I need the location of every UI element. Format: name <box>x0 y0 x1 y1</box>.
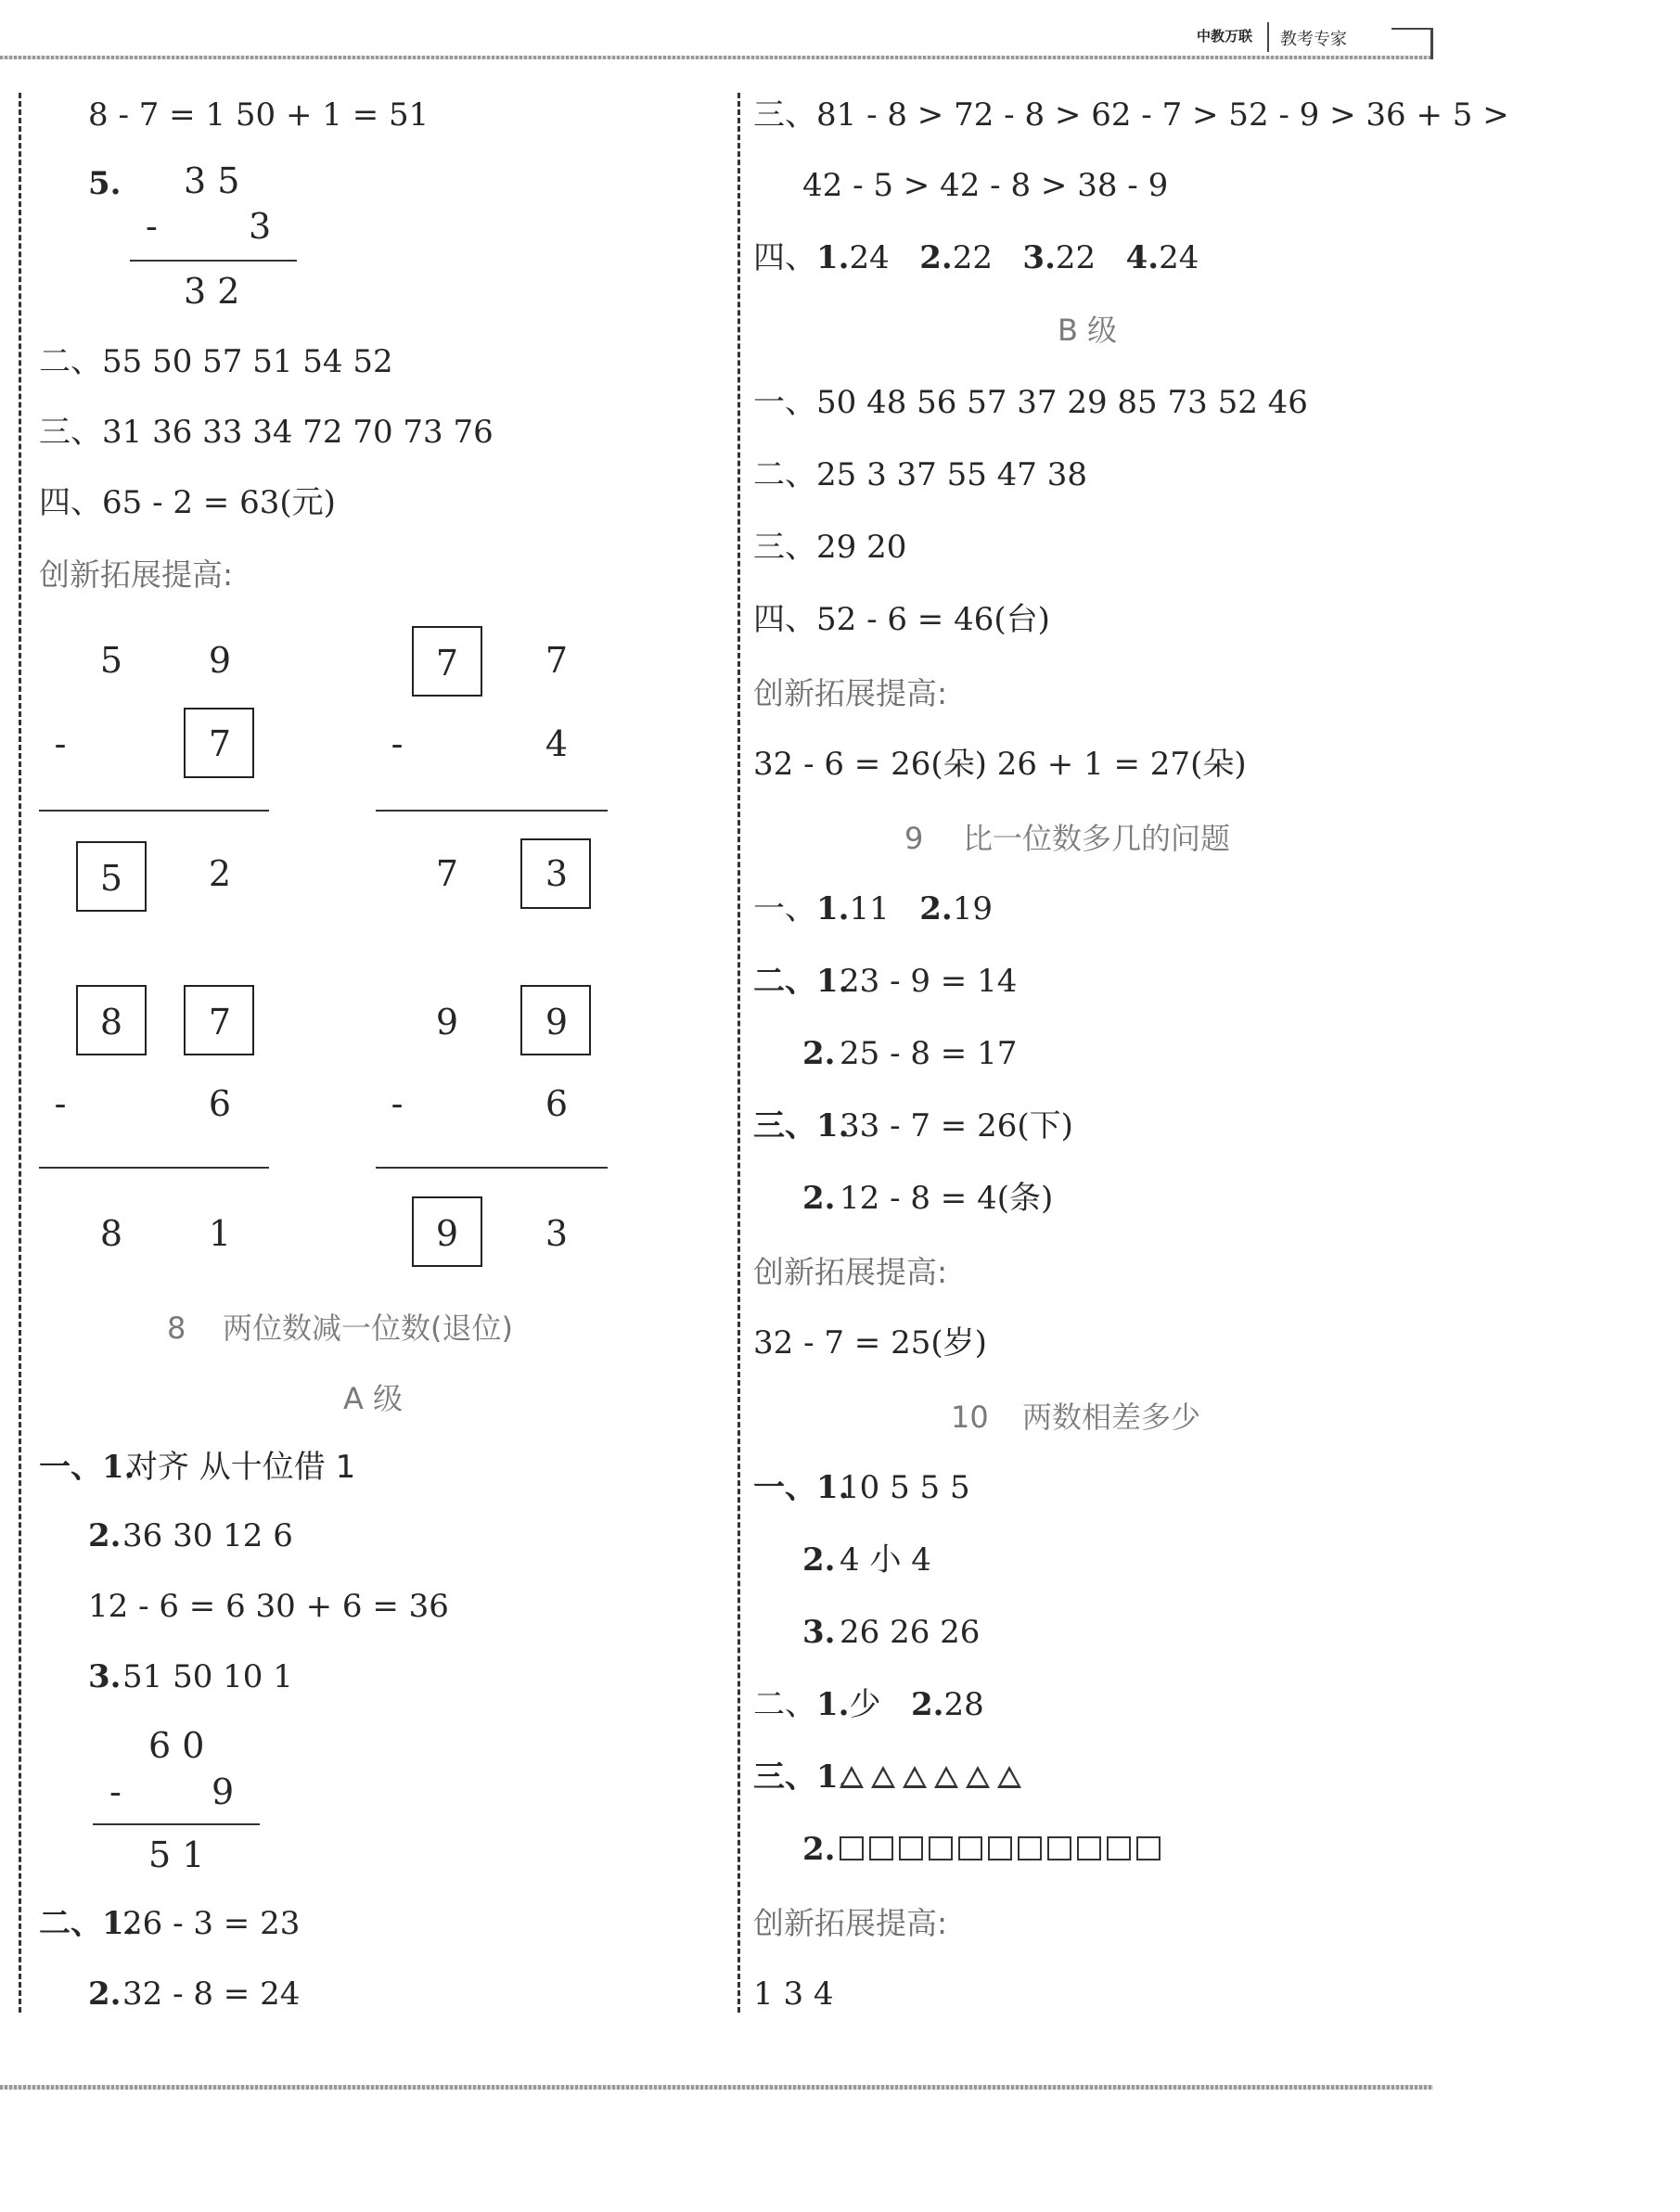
question-label: 3. <box>88 1658 122 1695</box>
answer-text: 26 26 26 <box>840 1614 981 1651</box>
question-label: 2. <box>802 1180 836 1217</box>
puzzle-digit: 9 <box>208 640 232 681</box>
question-number: 5. <box>88 165 122 202</box>
innovation-heading: 创新拓展提高: <box>753 1905 948 1941</box>
puzzle-digit: 6 <box>545 1083 569 1124</box>
vertical-top: 6 0 <box>148 1725 205 1766</box>
puzzle-digit: 1 <box>208 1213 232 1254</box>
answer-line: 三、81 - 8 > 72 - 8 > 62 - 7 > 52 - 9 > 36 + 5 > <box>753 96 1509 134</box>
vertical-rule <box>130 260 297 262</box>
header-title: 教考专家 <box>1280 30 1347 49</box>
section-number: 9 <box>904 821 924 856</box>
answer-text: 对齐 从十位借 1 <box>126 1449 356 1486</box>
answer-line: 32 - 7 = 25(岁) <box>753 1324 987 1362</box>
question-label: 3. <box>802 1614 836 1651</box>
puzzle-digit: 3 <box>545 853 569 894</box>
question-label: 3. <box>1022 239 1056 276</box>
answer-line <box>753 1686 984 1723</box>
question-label: 1. <box>816 890 850 927</box>
vertical-result: 3 2 <box>184 271 240 312</box>
vertical-rule <box>93 1823 260 1825</box>
square-icon <box>1136 1836 1161 1860</box>
center-column-divider <box>737 93 740 2013</box>
question-label: 一、1. <box>753 1469 850 1506</box>
answer-line: 1 3 4 <box>753 1975 834 2013</box>
square-icon <box>929 1836 953 1860</box>
puzzle-minus: - <box>391 1083 404 1124</box>
square-icon <box>958 1836 982 1860</box>
answer-text: 4 小 4 <box>840 1541 931 1579</box>
left-column-divider <box>19 93 21 2013</box>
vertical-sub: 3 <box>249 206 272 247</box>
puzzle-digit: 8 <box>99 1213 123 1254</box>
square-icon <box>840 1836 864 1860</box>
question-label: 1. <box>816 239 850 276</box>
answer-value: 22 <box>952 239 993 276</box>
triangle-icon <box>840 1766 864 1788</box>
vertical-minus: - <box>146 206 158 247</box>
section-number: 10 <box>951 1400 989 1435</box>
square-icon <box>1047 1836 1071 1860</box>
innovation-heading: 创新拓展提高: <box>753 675 948 711</box>
answer-value: 19 <box>952 890 993 927</box>
answer-text: 51 50 10 1 <box>122 1658 293 1695</box>
answer-value: 24 <box>849 239 890 276</box>
puzzle-rule <box>39 810 269 812</box>
puzzle-digit: 7 <box>435 853 459 894</box>
puzzle-digit: 7 <box>545 640 569 681</box>
question-label: 一、1. <box>39 1449 135 1486</box>
question-label: 二、1. <box>39 1905 135 1942</box>
puzzle-digit: 2 <box>208 853 232 894</box>
question-label: 2. <box>802 1035 836 1072</box>
header-bracket <box>1391 28 1433 59</box>
footer-rule <box>0 2085 1433 2090</box>
question-label: 2. <box>88 1517 122 1554</box>
question-label: 2. <box>802 1541 836 1579</box>
question-label: 二、1. <box>753 963 850 1000</box>
answer-line: 二、25 3 37 55 47 38 <box>753 456 1087 493</box>
answer-line: 二、55 50 57 51 54 52 <box>39 343 393 380</box>
puzzle-digit: 7 <box>208 723 232 764</box>
answer-line: 8 - 7 = 1 50 + 1 = 51 <box>88 96 430 134</box>
vertical-top: 3 5 <box>184 160 240 201</box>
question-label: 2. <box>802 1831 836 1868</box>
puzzle-minus: - <box>54 1083 67 1124</box>
level-heading: A 级 <box>343 1381 404 1416</box>
question-label: 三、1. <box>753 1758 850 1796</box>
triangle-row <box>840 1766 1029 1790</box>
answer-text: 36 30 12 6 <box>122 1517 293 1554</box>
answer-text: 26 - 3 = 23 <box>122 1905 301 1942</box>
section-title: 两数相差多少 <box>1022 1400 1201 1435</box>
answer-prefix: 四、 <box>753 239 816 276</box>
header-divider <box>1267 22 1269 52</box>
answer-line: 三、29 20 <box>753 529 907 566</box>
puzzle-digit: 3 <box>545 1213 569 1254</box>
answer-text: 33 - 7 = 26(下) <box>840 1107 1073 1144</box>
puzzle-digit: 8 <box>99 1002 123 1042</box>
answer-line: 三、31 36 33 34 72 70 73 76 <box>39 414 494 451</box>
answer-value: 11 <box>849 890 890 927</box>
square-icon <box>1077 1836 1101 1860</box>
puzzle-minus: - <box>391 723 404 764</box>
answer-prefix: 一、 <box>753 890 816 927</box>
section-title: 比一位数多几的问题 <box>963 821 1231 856</box>
puzzle-digit: 5 <box>99 640 123 681</box>
vertical-minus: - <box>109 1771 122 1812</box>
section-title: 两位数减一位数(退位) <box>223 1311 513 1346</box>
answer-line: 四、65 - 2 = 63(元) <box>39 484 336 521</box>
triangle-icon <box>903 1766 927 1788</box>
vertical-sub: 9 <box>212 1771 235 1812</box>
triangle-icon <box>871 1766 895 1788</box>
square-icon <box>988 1836 1012 1860</box>
puzzle-digit: 9 <box>435 1213 459 1254</box>
puzzle-rule <box>376 810 608 812</box>
question-label: 2. <box>88 1975 122 2013</box>
triangle-icon <box>934 1766 958 1788</box>
puzzle-minus: - <box>54 723 67 764</box>
answer-line: 32 - 6 = 26(朵) 26 + 1 = 27(朵) <box>753 746 1247 783</box>
answer-text: 25 - 8 = 17 <box>840 1035 1018 1072</box>
puzzle-digit: 7 <box>208 1002 232 1042</box>
question-label: 三、1. <box>753 1107 850 1144</box>
header-logo: 中教万联 <box>1197 28 1253 45</box>
question-label: 4. <box>1125 239 1160 276</box>
answer-value: 22 <box>1055 239 1096 276</box>
puzzle-rule <box>39 1167 269 1169</box>
puzzle-digit: 9 <box>545 1002 569 1042</box>
answer-text: 12 - 8 = 4(条) <box>840 1180 1054 1217</box>
question-label: 2. <box>910 1686 944 1723</box>
answer-prefix: 二、 <box>753 1686 816 1723</box>
question-label: 1. <box>816 1686 850 1723</box>
puzzle-digit: 5 <box>99 858 123 899</box>
question-label: 2. <box>919 239 953 276</box>
innovation-heading: 创新拓展提高: <box>39 556 234 593</box>
square-icon <box>899 1836 923 1860</box>
question-label: 2. <box>919 890 953 927</box>
puzzle-rule <box>376 1167 608 1169</box>
answer-line: 42 - 5 > 42 - 8 > 38 - 9 <box>802 167 1169 204</box>
puzzle-digit: 4 <box>545 723 569 764</box>
header-top-rule <box>0 56 1433 59</box>
answer-text: 32 - 8 = 24 <box>122 1975 301 2013</box>
triangle-icon <box>997 1766 1021 1788</box>
square-icon <box>1018 1836 1042 1860</box>
vertical-result: 5 1 <box>148 1835 205 1875</box>
puzzle-digit: 6 <box>208 1083 232 1124</box>
square-icon <box>869 1836 893 1860</box>
answer-line: 四、52 - 6 = 46(台) <box>753 601 1050 638</box>
answer-value: 24 <box>1159 239 1199 276</box>
answer-line <box>753 239 1199 276</box>
puzzle-digit: 7 <box>435 643 459 684</box>
square-icon <box>1107 1836 1131 1860</box>
answer-line: 一、50 48 56 57 37 29 85 73 52 46 <box>753 384 1308 421</box>
answer-value: 少 <box>849 1686 881 1723</box>
answer-value: 28 <box>943 1686 984 1723</box>
level-heading: B 级 <box>1058 313 1118 348</box>
answer-line <box>753 890 993 927</box>
puzzle-digit: 9 <box>435 1002 459 1042</box>
answer-text: 10 5 5 5 <box>840 1469 970 1506</box>
answer-text: 23 - 9 = 14 <box>840 963 1018 1000</box>
triangle-icon <box>966 1766 990 1788</box>
section-number: 8 <box>167 1311 186 1346</box>
answer-line: 12 - 6 = 6 30 + 6 = 36 <box>88 1588 449 1625</box>
square-row <box>840 1836 1166 1861</box>
innovation-heading: 创新拓展提高: <box>753 1254 948 1290</box>
